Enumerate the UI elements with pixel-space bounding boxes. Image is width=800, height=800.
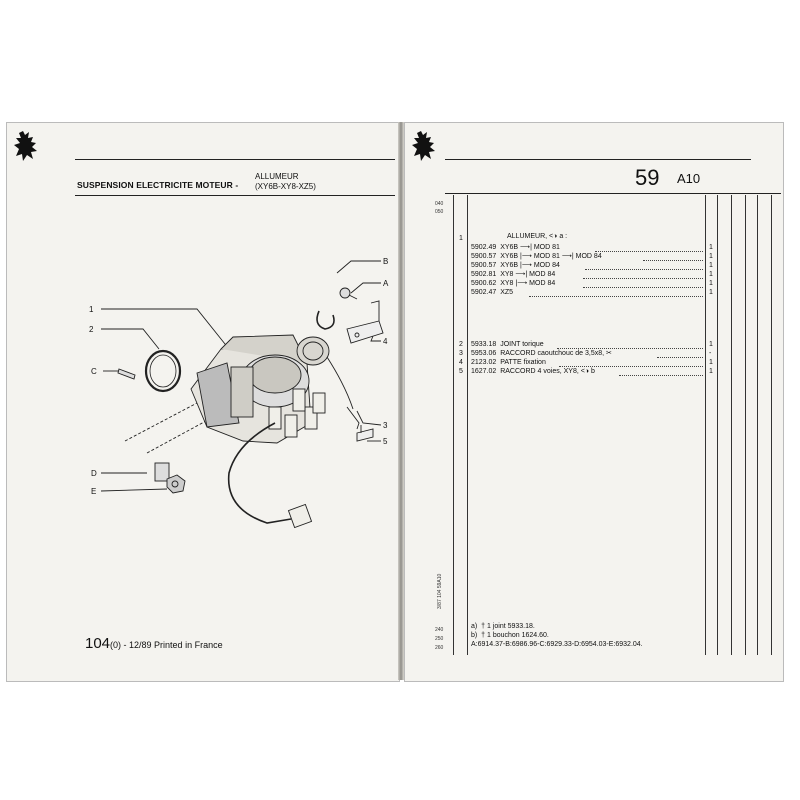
part-desc: RACCORD 4 voies, XY8, <box>500 368 579 375</box>
leader-dots <box>657 351 703 358</box>
margin-code: 050 <box>435 209 444 215</box>
header-subtitle-1: ALLUMEUR <box>255 172 299 181</box>
left-page <box>6 122 400 682</box>
part-ref: 5902.49 <box>471 244 497 251</box>
part-qty: 1 <box>709 359 713 366</box>
leader-dots <box>583 281 703 288</box>
leader-dots <box>643 254 703 261</box>
header-rule-bottom <box>445 193 781 194</box>
header-subtitle-2: (XY6B-XY8-XZ5) <box>255 182 316 191</box>
part-desc: XY6B ⟶| MOD 81 <box>500 244 560 251</box>
col-rule <box>467 195 468 655</box>
note-text: A:6914.37-B:6986.96-C:6929.33-D:6954.03-E:6932.04. <box>471 641 643 648</box>
callout-C: C <box>91 367 97 376</box>
part-ref: 5953.06 <box>471 350 497 357</box>
leader-dots <box>619 369 703 376</box>
part-ref-note: b <box>591 368 595 375</box>
part-qty: 1 <box>709 289 713 296</box>
part-ref: 5902.47 <box>471 289 497 296</box>
leader-dots <box>557 342 703 349</box>
part-qty: 1 <box>709 253 713 260</box>
part-row <box>471 350 612 358</box>
callout-2: 2 <box>89 325 94 334</box>
header-rule-top <box>445 159 751 160</box>
col-rule <box>745 195 746 655</box>
page-number: 59 <box>635 165 660 190</box>
part-row <box>471 289 513 297</box>
callout-A: A <box>383 279 389 288</box>
left-arrow-ref-icon: <◑ <box>549 233 558 240</box>
col-rule <box>453 195 454 655</box>
part-desc: PATTE fixation <box>500 359 546 366</box>
note-row <box>471 632 549 640</box>
col-rule <box>757 195 758 655</box>
lion-logo <box>411 129 439 163</box>
scissors-icon: ✂ <box>606 350 612 357</box>
part-desc: XY8 |⟶ MOD 84 <box>500 280 556 287</box>
col-rule <box>731 195 732 655</box>
part-ref: 5900.57 <box>471 253 497 260</box>
note-text: 1 bouchon 1624.60. <box>486 632 549 639</box>
part-ref: 5900.62 <box>471 280 497 287</box>
leader-dots <box>585 263 703 270</box>
part-desc: JOINT torique <box>500 341 544 348</box>
part-row <box>471 280 555 288</box>
part-qty: 1 <box>709 280 713 287</box>
footer-print-info: (0) - 12/89 Printed in France <box>110 640 223 650</box>
part-desc: XY6B |⟶ MOD 84 <box>500 262 560 269</box>
callout-1: 1 <box>89 305 94 314</box>
note-row <box>471 623 535 631</box>
part-qty: 1 <box>709 244 713 251</box>
page-code: A10 <box>677 171 701 186</box>
part-row <box>471 359 546 367</box>
margin-code: 240 <box>435 627 444 633</box>
part-desc: RACCORD caoutchouc de 3,5x8, <box>500 350 605 357</box>
note-text: 1 joint 5933.18. <box>486 623 535 630</box>
part-row <box>471 244 560 252</box>
callout-E: E <box>91 487 97 496</box>
dagger-icon: † <box>481 632 486 639</box>
item-index: 2 <box>459 341 463 348</box>
group-title-ref: a : <box>559 233 568 240</box>
part-qty: 1 <box>709 262 713 269</box>
part-ref: 2123.02 <box>471 359 497 366</box>
part-ref: 5933.18 <box>471 341 497 348</box>
margin-code: 250 <box>435 636 444 642</box>
note-label: a) <box>471 623 478 630</box>
left-arrow-ref-icon: <◑ <box>580 368 590 375</box>
catalog-spread <box>6 122 794 680</box>
leader-dots <box>583 272 703 279</box>
part-row <box>471 368 595 376</box>
item-index: 4 <box>459 359 463 366</box>
part-desc: XZ5 <box>500 289 514 296</box>
part-row <box>471 253 602 261</box>
page-header-title: SUSPENSION ELECTRICITE MOTEUR - <box>77 180 239 190</box>
part-qty: 1 <box>709 271 713 278</box>
footer-page-number: 104 <box>85 635 111 652</box>
callout-3: 3 <box>383 421 388 430</box>
part-ref: 5902.81 <box>471 271 497 278</box>
leader-dots <box>559 360 703 367</box>
note-label: b) <box>471 632 478 639</box>
callout-4: 4 <box>383 337 388 346</box>
part-qty: 1 <box>709 341 713 348</box>
note-row <box>471 641 643 649</box>
part-row <box>471 341 544 349</box>
margin-code: 040 <box>435 201 444 207</box>
col-rule <box>771 195 772 655</box>
leader-dots <box>595 245 703 252</box>
part-row <box>471 271 555 279</box>
leader-dots <box>529 290 703 297</box>
part-row <box>471 262 560 270</box>
group-title <box>507 233 567 241</box>
part-qty: - <box>709 350 712 357</box>
callout-5: 5 <box>383 437 388 446</box>
part-ref: 1627.02 <box>471 368 497 375</box>
margin-code: 260 <box>435 645 444 651</box>
right-page <box>404 122 784 682</box>
dagger-icon: † <box>481 623 486 630</box>
part-qty: 1 <box>709 368 713 375</box>
part-desc: XY6B |⟶ MOD 81 ⟶| MOD 84 <box>500 253 602 260</box>
group-title-text: ALLUMEUR, <box>507 233 548 240</box>
item-index: 1 <box>459 235 463 242</box>
item-index: 5 <box>459 368 463 375</box>
callout-D: D <box>91 469 97 478</box>
part-ref: 5900.57 <box>471 262 497 269</box>
distributor-exploded-diagram <box>7 123 399 603</box>
side-reference: 3/87 104 59A10 <box>437 573 443 609</box>
item-index: 3 <box>459 350 463 357</box>
col-rule <box>705 195 706 655</box>
col-rule <box>717 195 718 655</box>
left-footer <box>85 635 223 652</box>
part-desc: XY8 ⟶| MOD 84 <box>500 271 556 278</box>
callout-B: B <box>383 257 389 266</box>
